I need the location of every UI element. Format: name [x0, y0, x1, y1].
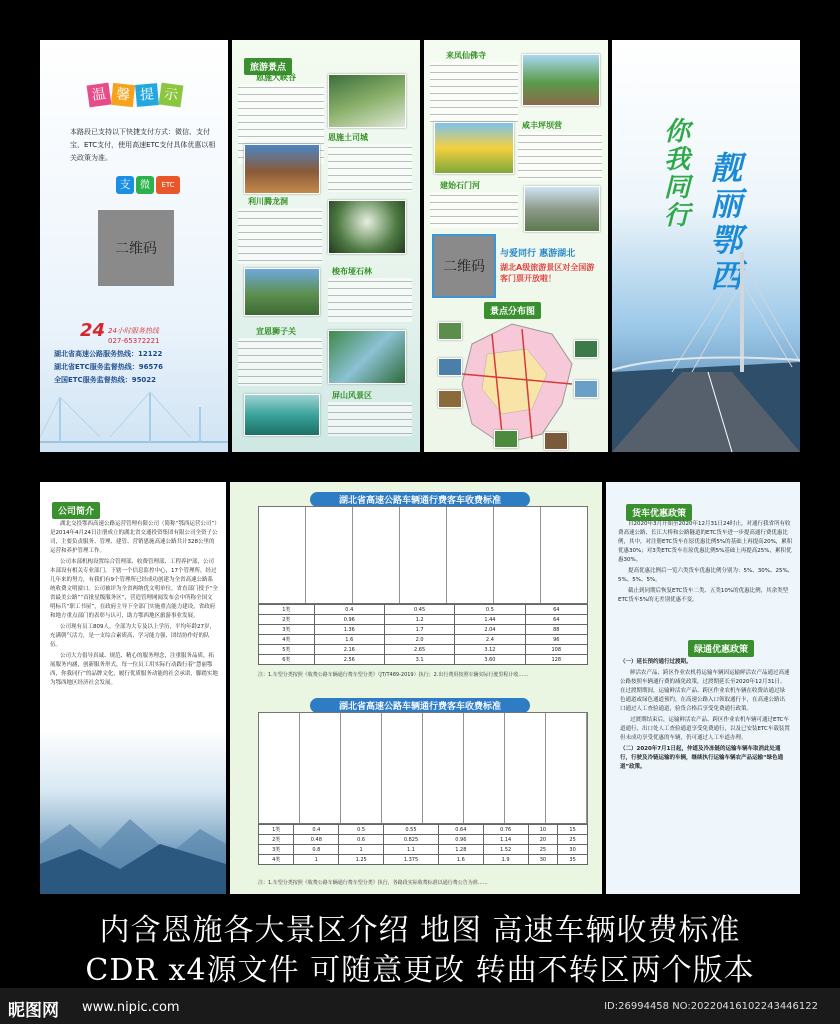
- map-title: 景点分布图: [484, 302, 541, 319]
- map-photo: [574, 380, 598, 398]
- policy-subheading: （一）延长预约通行过渡期。: [620, 659, 692, 665]
- slogan-primary: 与爱同行 惠游湖北: [500, 249, 576, 259]
- tip-char: 馨: [111, 83, 135, 107]
- table-row: 4类 1.6 2.0 2.4 96: [259, 635, 588, 645]
- spot-desc: [238, 338, 322, 386]
- spot-photo: [434, 122, 514, 174]
- qr-code: 二维码: [98, 210, 174, 286]
- fees-table1-head: [258, 506, 588, 604]
- spot-photo: [244, 144, 320, 194]
- map-photo: [494, 430, 518, 448]
- panel-cover: [612, 40, 800, 452]
- slogan-secondary: 湖北A级旅游景区对全国游客门票开放啦！: [500, 263, 595, 283]
- map-photo: [574, 340, 598, 358]
- table-row: 2类 0.96 1.2 1.44 64: [259, 615, 588, 625]
- service-line: 湖北省高速公路服务热线：12122: [54, 350, 163, 358]
- policy-header-green: 绿通优惠政策: [688, 640, 754, 657]
- footer-bar: [0, 988, 840, 1024]
- panel-fees: [230, 482, 602, 894]
- cover-title-left: 你我同行: [664, 117, 691, 231]
- policy-paragraph: 过渡期结束后，运输鲜活农产品、跨区作业农机车辆可通过ETC车道通行，出口处人工查验通道享受免费通行，以及已安装ETC车载装置但未成功享受优惠的车辆，仍可通过人工车道办理。: [620, 717, 790, 741]
- company-paragraph: 公司大力倡导真诚、规范、精心的服务理念，注重服务品质，拓展服务内涵，创新服务形式，每一位员工用实际行动践行着“慧丽鄂西，你我同行”的品牌文化，履行优质服务动能的社会承诺，脚踏实地为鄂西地区经济社会发展。: [50, 653, 218, 686]
- promo-line-1: 内含恩施各大景区介绍 地图 高速车辆收费标准: [99, 913, 741, 948]
- tip-char: 示: [159, 83, 184, 108]
- spot-desc: [430, 192, 518, 228]
- panel-company: [40, 482, 226, 894]
- panel-spots-1: [232, 40, 420, 452]
- fees-note1: 注：1.车型分类按照《收费公路车辆通行费车型分类》（JT/T489-2019）执行；2.出行费用按照车辆实际行驶里程计收……: [258, 672, 529, 678]
- spot-name: 宣恩狮子关: [256, 327, 296, 336]
- spot-desc: [238, 208, 322, 264]
- company-text: [50, 520, 218, 688]
- spot-name: 利川腾龙洞: [248, 197, 288, 206]
- spot-photo: [522, 54, 600, 106]
- cover-title-right: 靓丽鄂西: [710, 149, 743, 295]
- company-paragraph: 公司现有员工809人，全部为大专及以上学历，平均年龄27岁，充满朝气活力，是一支综合素质高、学习能力强、团结协作好的队伍。: [50, 624, 215, 648]
- policy-paragraph: 提高优惠比例后一览六类货车优惠比例分别为：5%、30%、25%、5%、5%、5%。: [618, 568, 794, 583]
- map-photo: [438, 390, 462, 408]
- wechat-icon: 微: [136, 176, 154, 194]
- table-row: 5类 2.16 2.65 3.12 108: [259, 645, 588, 655]
- table-row: 3类 0.8 1 1.1 1.28 1.52 25 30: [259, 845, 588, 855]
- company-paragraph: 公司本部机构设置综合管理部、收费管理部、工程养护部，公司本部设有相关专业部门，下辖一个信息监控中心，17个管理所，经过几年来的努力，有我们有9个管理所已经成功创建为全省高速公路系统收费文明窗口。公司被评为全省两纳优文明单位，省直部门授予“全省最美公路”“首批星级服务区”，营造管理网闻发布会中所称全国文明标兵“职工书屋”，在政府主导下全部门实施重点能力建设，省政府和地方重点部门的表彰与认可，助力鄂西地区旅游事业发展。: [50, 559, 218, 619]
- fees-table2-body: [258, 824, 588, 865]
- policy-paragraph: 截止到同期后恢复ETC货车二类、五类10%的优惠比例，其余类型ETC货车5%的无差别优惠不变。: [618, 588, 789, 603]
- table-row: 1类 0.4 0.5 0.55 0.64 0.76 10 15: [259, 825, 588, 835]
- fees-table1: [258, 506, 588, 665]
- fees-table2-head: [258, 712, 588, 824]
- spot-name: 来凤仙佛寺: [446, 51, 486, 60]
- table-row: 2类 0.48 0.6 0.825 0.96 1.14 20 25: [259, 835, 588, 845]
- table-row: 6类 2.56 3.1 3.60 128: [259, 655, 588, 665]
- spot-photo: [524, 186, 600, 232]
- nipic-logo: 昵图网: [8, 1001, 59, 1021]
- policy-subheading: （二）2020年7月1日起，仲道及冷冻链的运输车辆车取消此处通行，行驶及冷链运输的车辆，继续执行运输车辆农产品运输“绿色通道”政策。: [620, 746, 784, 770]
- panel-policy: [606, 482, 800, 894]
- mountain-landscape: [40, 794, 226, 894]
- table-row: 3类 1.36 1.7 2.04 88: [259, 625, 588, 635]
- hotline-number: 027-65372221: [108, 337, 160, 345]
- tip-char: 温: [87, 83, 112, 108]
- policy-truck-text: [618, 520, 794, 605]
- spot-photo: [244, 268, 320, 316]
- spot-name: 恩施土司城: [328, 133, 368, 142]
- hotline-24-icon: 24: [80, 320, 106, 341]
- service-line: 全国ETC服务监督热线：95022: [54, 376, 157, 384]
- spot-name: 建始石门河: [440, 181, 480, 190]
- spot-photo: [328, 330, 406, 384]
- service-line: 湖北省ETC服务监督热线：96576: [54, 363, 164, 371]
- fees-table2-title: 湖北省高速公路车辆通行费客车收费标准: [310, 698, 530, 713]
- policy-green-text: [620, 658, 790, 772]
- company-paragraph: 湖北交投鄂西高速公路运营管理有限公司（简称“鄂西运营公司”）是2014年4月24日注册成立的湖北省交通投资集团有限公司全资子公司，主要负责服务、管理、建管、营销恩施高速公路共计328公里的运营和养护管理工作。: [50, 521, 218, 554]
- bridge-illustration: [40, 382, 228, 452]
- spot-desc: [430, 62, 518, 122]
- panel-spots-2: [424, 40, 608, 452]
- map-photo: [438, 358, 462, 376]
- bridge-photo: [612, 252, 800, 452]
- spot-desc: [328, 402, 412, 436]
- panel-tips: [40, 40, 228, 452]
- policy-paragraph: 自2020年3月开始至2020年12月31日24时止，对通行我省所有收费高速公路、长江大桥和公路隧道的ETC货车进一步提高通行费优惠比例，其中，对注册ETC货车在原优惠比例5%的基础上再提高20%，累积优惠30%；对3类ETC货车在原优惠比例5%基础上再提高25%，累积优惠30%。: [618, 521, 793, 563]
- fees-note2: 注：1.车型分类按照《收费公路车辆通行费车型分类》执行，各路段实际收费标准以通行费公告为准……: [258, 880, 488, 886]
- spot-name: 恩施大峡谷: [256, 73, 296, 82]
- spot-desc: [328, 278, 412, 322]
- fees-table1-title: 湖北省高速公路车辆通行费客车收费标准: [310, 492, 530, 507]
- fees-table2: [258, 712, 588, 865]
- map-photo: [438, 322, 462, 340]
- spot-name: 咸丰坪坝营: [522, 121, 562, 130]
- spots-header: 旅游景点: [244, 58, 292, 75]
- payment-text: 本路段已支持以下快捷支付方式：微信、支付宝、ETC支付，使用高速ETC支付具体优惠以相关政策为准。: [70, 128, 216, 162]
- spot-desc: [518, 132, 602, 180]
- alipay-icon: 支: [116, 176, 134, 194]
- spot-photo: [328, 200, 406, 254]
- map-photo: [544, 432, 568, 450]
- table-row: 1类 0.4 0.45 0.5 64: [259, 605, 588, 615]
- spot-photo: [244, 394, 320, 436]
- etc-icon: ETC: [156, 176, 180, 194]
- qr-code: 二维码: [432, 234, 496, 298]
- spot-desc: [328, 144, 412, 192]
- pay-icons: [116, 176, 180, 194]
- company-header: 公司简介: [52, 502, 100, 519]
- policy-paragraph: 鲜活农产品、跨区作业农机将运输车辆因运输鲜活农产品通过高速公路按照车辆通行费的减免政策，过渡期延长至2020年12月31日。在过渡期期间，运输鲜活农产品、跨区作业农机车辆在收费站通过绿色通道或绿色通道预约，在高速公路入口领取通行卡，在高速公路出口通过人工查验通道，验货合格后享受免费通行政策。: [620, 670, 790, 712]
- spot-name: 屏山风景区: [332, 391, 372, 400]
- spot-photo: [328, 74, 406, 128]
- spot-name: 梭布垭石林: [332, 267, 372, 276]
- table-row: 4类 1 1.25 1.375 1.6 1.9 30 35: [259, 855, 588, 865]
- hotline-title: 24小时服务热线: [108, 327, 159, 335]
- image-id: ID:26994458 NO:20220416102243446122: [604, 1001, 818, 1012]
- fees-table1-body: [258, 604, 588, 665]
- tip-char: 提: [135, 83, 159, 107]
- tip-title: [88, 84, 182, 106]
- promo-line-2: CDR x4源文件 可随意更改 转曲不转区两个版本: [85, 953, 755, 988]
- policy-header-truck: 货车优惠政策: [626, 504, 692, 521]
- nipic-url[interactable]: www.nipic.com: [82, 1000, 180, 1015]
